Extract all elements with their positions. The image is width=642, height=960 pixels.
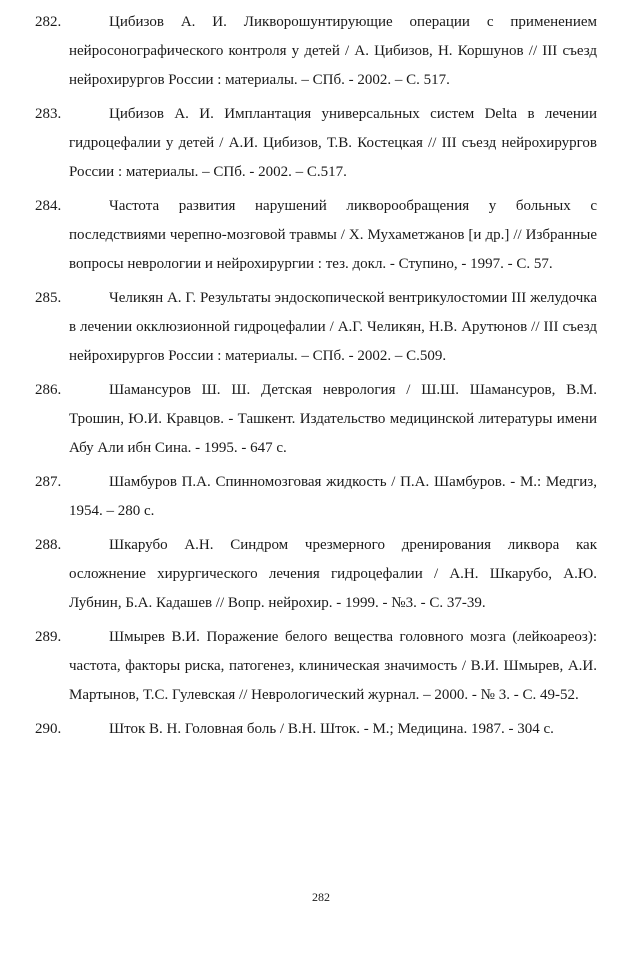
reference-text: Шкарубо А.Н. Синдром чрезмерного дренирования ликвора как осложнение хирургического лечения гидроцефалии / А.Н. Шкарубо, А.Ю. Лубнин, Б.А. Кадашев // Вопр. нейрохир. - 1999. - №3. - С. 37-39.: [69, 537, 597, 611]
reference-number: 290.: [35, 721, 62, 737]
reference-item: [35, 531, 597, 618]
reference-item: [35, 623, 597, 710]
reference-text: Челикян А. Г. Результаты эндоскопической вентрикулостомии III желудочка в лечении окклюзионной гидроцефалии / А.Г. Челикян, Н.В. Арутюнов // III съезд нейрохирургов России : материалы. – СПб. - 2002. – С.509.: [69, 290, 597, 364]
reference-item: [35, 8, 597, 95]
reference-text: Шток В. Н. Головная боль / В.Н. Шток. - М.; Медицина. 1987. - 304 с.: [109, 721, 554, 737]
reference-number: 286.: [35, 382, 62, 398]
reference-text: Шмырев В.И. Поражение белого вещества головного мозга (лейкоареоз): частота, факторы риска, патогенез, клиническая значимость / В.И. Шмырев, А.И. Мартынов, Т.С. Гулевская // Неврологический журнал. – 2000. - № 3. - С. 49-52.: [69, 629, 597, 703]
reference-text: Шамбуров П.А. Спинномозговая жидкость / П.А. Шамбуров. - М.: Медгиз, 1954. – 280 с.: [69, 474, 597, 519]
reference-item: [35, 192, 597, 279]
reference-text: Частота развития нарушений ликворообращения у больных с последствиями черепно-мозговой травмы / Х. Мухаметжанов [и др.] // Избранные вопросы неврологии и нейрохирургии : тез. докл. - Ступино, - 1997. - С. 57.: [69, 198, 597, 272]
page-number: 282: [312, 890, 330, 904]
reference-number: 287.: [35, 474, 62, 490]
reference-text: Цибизов А. И. Имплантация универсальных систем Delta в лечении гидроцефалии у детей / А.И. Цибизов, Т.В. Костецкая // III съезд нейрохирургов России : материалы. – СПб. - 2002. – С.517.: [69, 106, 597, 180]
reference-number: 284.: [35, 198, 62, 214]
reference-item: [35, 468, 597, 526]
reference-item: [35, 284, 597, 371]
reference-number: 288.: [35, 537, 62, 553]
reference-number: 282.: [35, 14, 62, 30]
reference-text: Шамансуров Ш. Ш. Детская неврология / Ш.Ш. Шамансуров, В.М. Трошин, Ю.И. Кравцов. - Ташкент. Издательство медицинской литературы имени Абу Али ибн Сина. - 1995. - 647 с.: [69, 382, 597, 456]
reference-number: 283.: [35, 106, 62, 122]
reference-number: 285.: [35, 290, 62, 306]
reference-list: [35, 8, 597, 749]
reference-number: 289.: [35, 629, 62, 645]
reference-item: [35, 715, 597, 744]
reference-item: [35, 100, 597, 187]
reference-text: Цибизов А. И. Ликворошунтирующие операции с применением нейросонографического контроля у детей / А. Цибизов, Н. Коршунов // III съезд нейрохирургов России : материалы. – СПб. - 2002. – С. 517.: [69, 14, 597, 88]
reference-item: [35, 376, 597, 463]
